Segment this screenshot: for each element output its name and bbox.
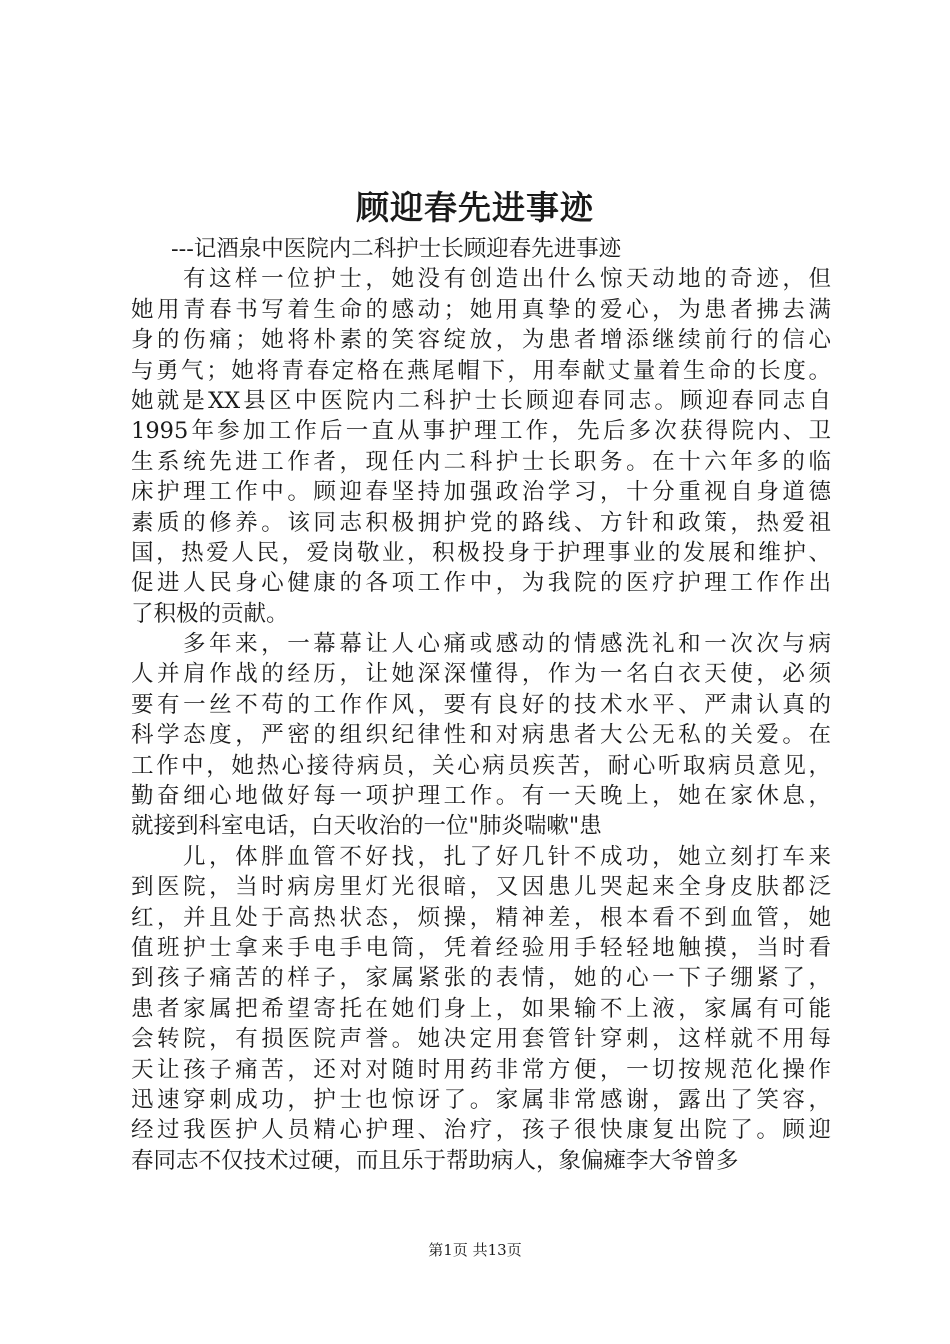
text-line: 患者家属把希望寄托在她们身上，如果输不上液，家属有可能: [131, 995, 831, 1022]
text-line: 有这样一位护士，她没有创造出什么惊天动地的奇迹，但: [183, 266, 831, 293]
paragraph-list: [131, 264, 831, 1176]
text-line: 她就是XX县区中医院内二科护士长顾迎春同志。顾迎春同志自: [131, 387, 831, 414]
text-line: 国，热爱人民，爱岗敬业，积极投身于护理事业的发展和维护、: [131, 539, 831, 566]
text-line: 了积极的贡献。: [131, 600, 289, 627]
text-line: 儿，体胖血管不好找，扎了好几针不成功，她立刻打车来: [183, 843, 831, 870]
text-line: 会转院，有损医院声誉。她决定用套管针穿刺，这样就不用每: [131, 1026, 831, 1053]
text-line: 身的伤痛；她将朴素的笑容绽放，为患者增添继续前行的信心: [131, 327, 831, 354]
text-line: 春同志不仅技术过硬，而且乐于帮助病人，象偏瘫李大爷曾多: [131, 1147, 739, 1174]
text-line: 她用青春书写着生命的感动；她用真挚的爱心，为患者拂去满: [131, 296, 831, 323]
subtitle: ---记酒泉中医院内二科护士长顾迎春先进事迹: [171, 236, 622, 262]
page-footer: 第1页 共13页: [428, 1241, 522, 1259]
text-line: 勤奋细心地做好每一项护理工作。有一天晚上，她在家休息，: [131, 783, 831, 810]
text-line: 生系统先进工作者，现任内二科护士长职务。在十六年多的临: [131, 448, 831, 475]
document-title: 顾迎春先进事迹: [356, 188, 594, 227]
text-line: 到孩子痛苦的样子，家属紧张的表情，她的心一下子绷紧了，: [131, 965, 831, 992]
text-line: 天让孩子痛苦，还对对随时用药非常方便，一切按规范化操作: [131, 1056, 831, 1083]
text-line: 迅速穿刺成功，护士也惊讶了。家属非常感谢，露出了笑容，: [131, 1086, 831, 1113]
text-line: 科学态度，严密的组织纪律性和对病患者大公无私的关爱。在: [131, 722, 831, 749]
text-line: 促进人民身心健康的各项工作中，为我院的医疗护理工作作出: [131, 570, 831, 597]
text-line: 红，并且处于高热状态，烦操，精神差，根本看不到血管，她: [131, 904, 831, 931]
document-body: [131, 234, 831, 1176]
text-line: 经过我医护人员精心护理、治疗，孩子很快康复出院了。顾迎: [131, 1117, 831, 1144]
text-line: 床护理工作中。顾迎春坚持加强政治学习，十分重视自身道德: [131, 479, 831, 506]
text-line: 多年来，一幕幕让人心痛或感动的情感洗礼和一次次与病: [183, 631, 831, 658]
text-line: 1995年参加工作后一直从事护理工作，先后多次获得院内、卫: [131, 418, 831, 445]
text-line: 工作中，她热心接待病员，关心病员疾苦，耐心听取病员意见，: [131, 752, 831, 779]
text-line: 素质的修养。该同志积极拥护党的路线、方针和政策，热爱祖: [131, 509, 831, 536]
text-line: 人并肩作战的经历，让她深深懂得，作为一名白衣天使，必须: [131, 661, 831, 688]
text-line: 与勇气；她将青春定格在燕尾帽下，用奉献丈量着生命的长度。: [131, 357, 831, 384]
paragraph: [131, 842, 831, 1176]
text-line: 值班护士拿来手电手电筒，凭着经验用手轻轻地触摸，当时看: [131, 934, 831, 961]
text-line: 要有一丝不苟的工作作风，要有良好的技术水平、严肃认真的: [131, 691, 831, 718]
paragraph: [131, 629, 831, 842]
text-line: 到医院，当时病房里灯光很暗，又因患儿哭起来全身皮肤都泛: [131, 874, 831, 901]
text-line: 就接到科室电话，白天收治的一位"肺炎喘嗽"患: [131, 813, 602, 840]
paragraph: [131, 264, 831, 629]
